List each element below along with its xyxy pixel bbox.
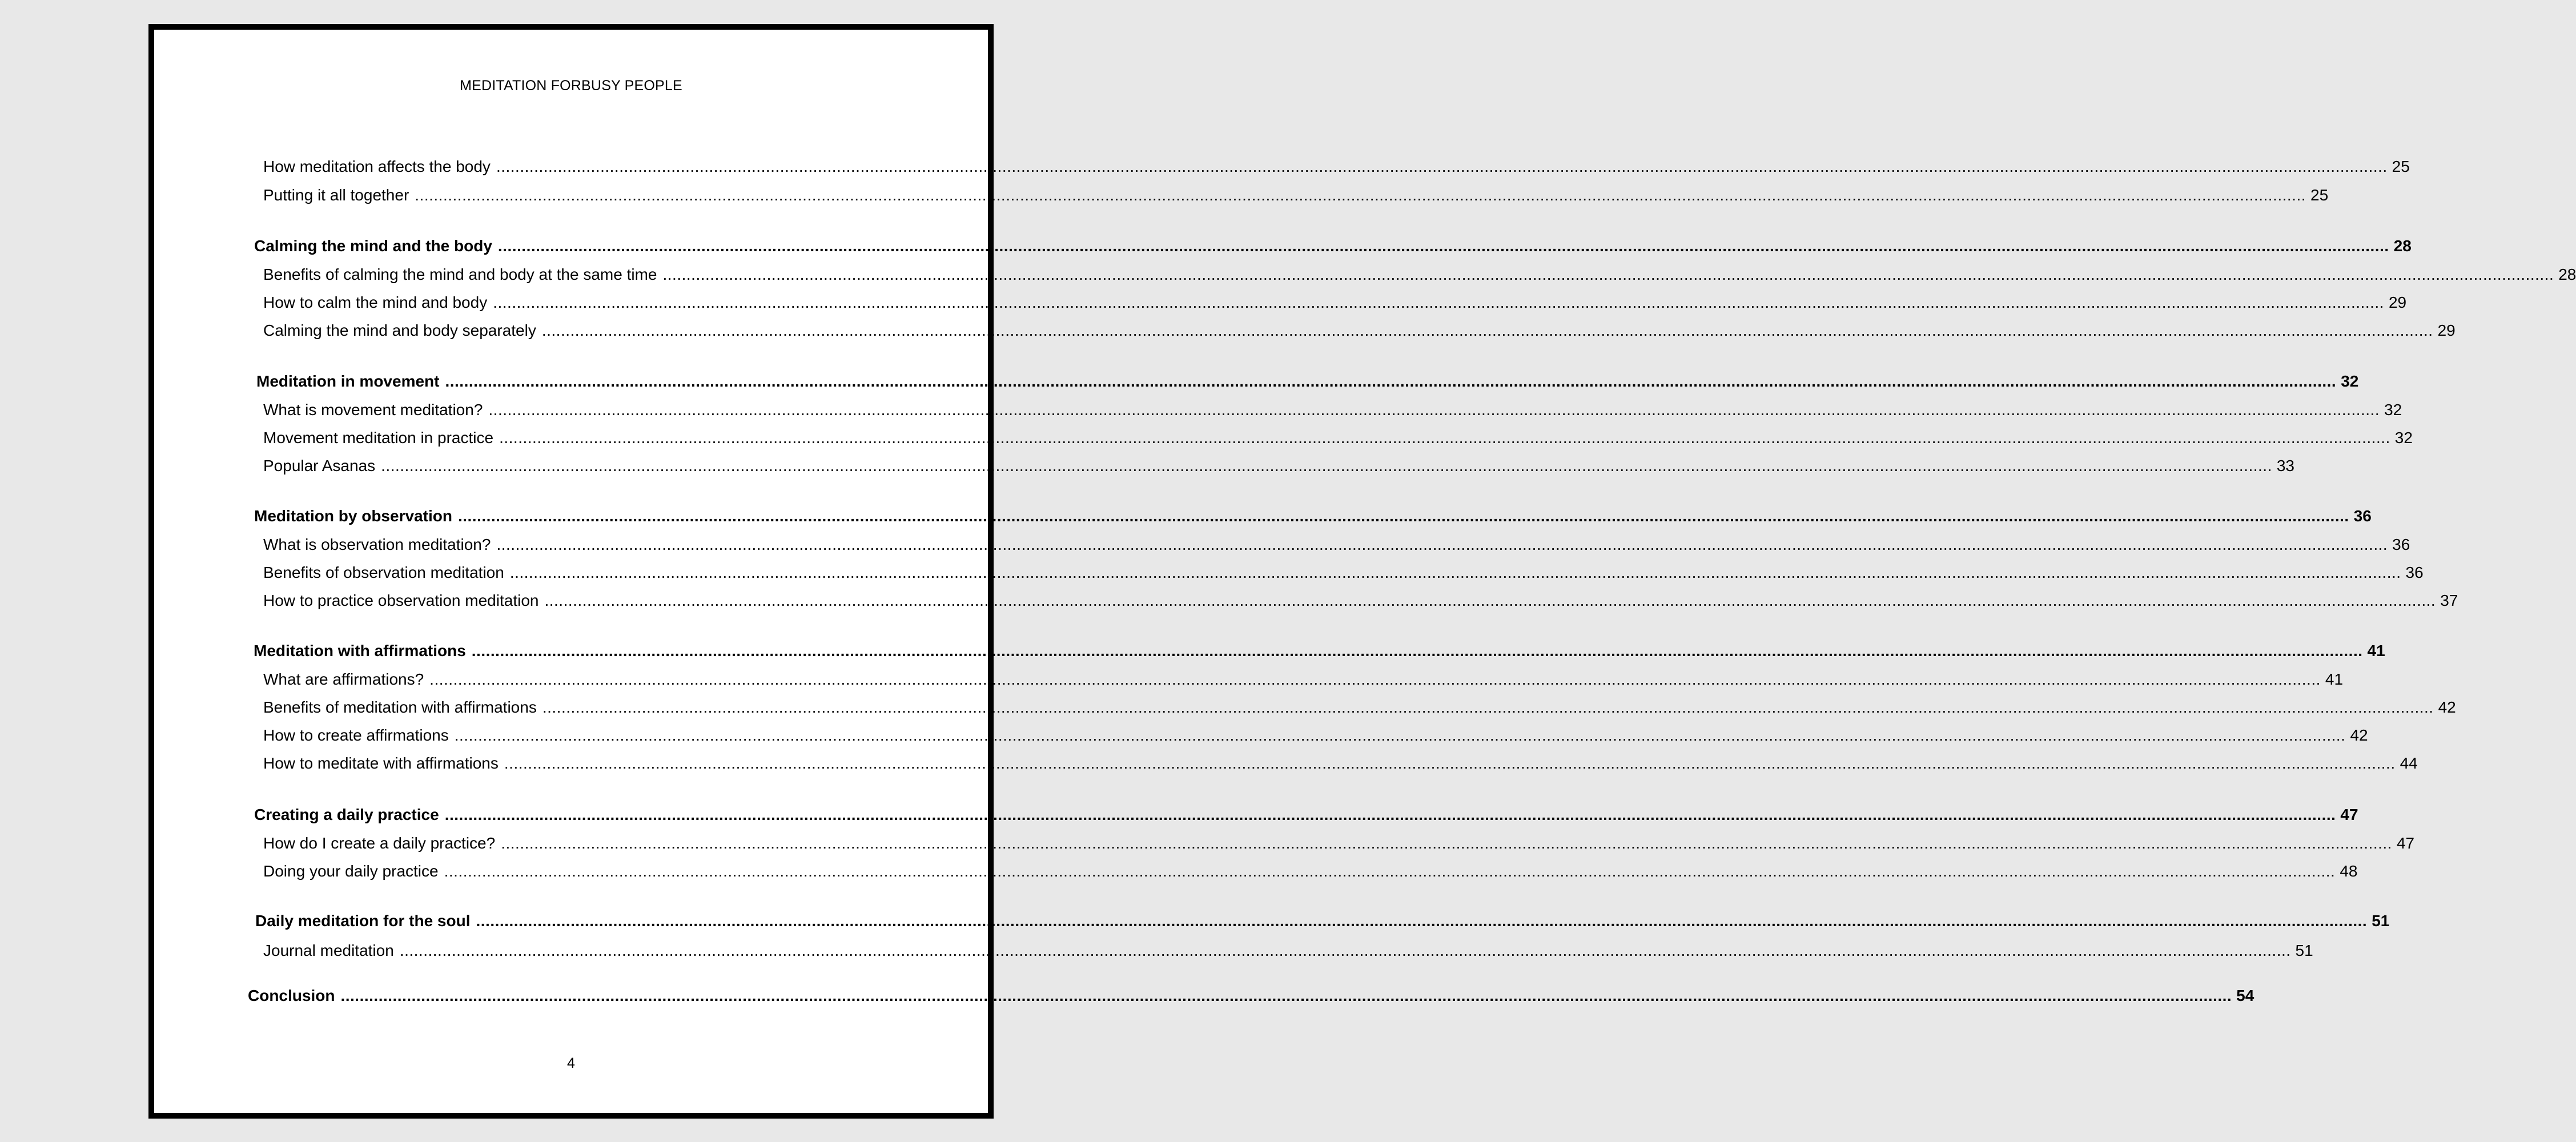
toc-leader-dots: ................................................................................................................................................................................................................................................................................................................................................................................................................	[497, 237, 2389, 255]
toc-entry-title: Calming the mind and the body	[254, 237, 492, 255]
toc-subentry	[263, 697, 2456, 718]
toc-entry-title: Putting it all together	[263, 186, 409, 204]
toc-leader-dots: ................................................................................................................................................................................................................................................................................................................................................................................................................	[499, 429, 2390, 447]
toc-subentry	[263, 292, 2407, 313]
page-number: 4	[567, 1055, 575, 1071]
toc-leader-dots: ................................................................................................................................................................................................................................................................................................................................................................................................................	[471, 642, 2363, 660]
toc-leader-dots: ................................................................................................................................................................................................................................................................................................................................................................................................................	[496, 536, 2388, 553]
toc-entry-title: What are affirmations?	[263, 670, 424, 688]
toc-leader-dots: ................................................................................................................................................................................................................................................................................................................................................................................................................	[544, 592, 2436, 609]
toc-leader-dots: ................................................................................................................................................................................................................................................................................................................................................................................................................	[662, 266, 2554, 283]
toc-entry-page: 37	[2440, 592, 2458, 609]
toc-entry-title: Meditation with affirmations	[254, 642, 466, 660]
toc-entry-title: Journal meditation	[263, 942, 394, 959]
toc-leader-dots: ................................................................................................................................................................................................................................................................................................................................................................................................................	[454, 726, 2346, 744]
toc-entry-page: 48	[2340, 862, 2358, 880]
toc-leader-dots: ................................................................................................................................................................................................................................................................................................................................................................................................................	[399, 942, 2291, 959]
toc-entry-title: Benefits of calming the mind and body at the same time	[263, 266, 657, 283]
toc-entry-title: Creating a daily practice	[254, 806, 439, 823]
toc-entry-page: 29	[2437, 321, 2456, 339]
toc-leader-dots: ................................................................................................................................................................................................................................................................................................................................................................................................................	[381, 457, 2272, 475]
toc-entry-page: 42	[2350, 726, 2368, 744]
toc-entry-page: 29	[2388, 293, 2407, 311]
toc-entry-title: Meditation by observation	[254, 507, 452, 525]
toc-subentry	[263, 185, 2329, 206]
toc-entry-page: 54	[2236, 987, 2254, 1004]
toc-entry-title: Popular Asanas	[263, 457, 376, 475]
toc-subentry	[263, 156, 2410, 177]
toc-subentry	[263, 725, 2368, 746]
toc-entry-title: Benefits of observation meditation	[263, 564, 504, 581]
toc-subentry	[263, 456, 2295, 476]
toc-chapter-entry	[255, 911, 2390, 931]
toc-entry-page: 36	[2353, 507, 2372, 525]
toc-entry-page: 36	[2405, 564, 2424, 581]
toc-entry-title: Movement meditation in practice	[263, 429, 494, 447]
toc-leader-dots: ................................................................................................................................................................................................................................................................................................................................................................................................................	[504, 754, 2396, 772]
toc-entry-title: Meditation in movement	[256, 372, 440, 390]
toc-chapter-entry	[254, 641, 2385, 661]
toc-leader-dots: ................................................................................................................................................................................................................................................................................................................................................................................................................	[429, 670, 2321, 688]
toc-entry-page: 32	[2384, 401, 2402, 419]
running-header: MEDITATION FORBUSY PEOPLE	[460, 78, 682, 94]
toc-subentry	[263, 861, 2358, 882]
toc-leader-dots: ................................................................................................................................................................................................................................................................................................................................................................................................................	[542, 698, 2434, 716]
toc-subentry	[263, 562, 2424, 583]
toc-subentry	[263, 534, 2410, 555]
toc-chapter-entry	[254, 236, 2412, 256]
toc-chapter-entry	[254, 805, 2358, 825]
toc-entry-page: 36	[2392, 536, 2410, 553]
toc-leader-dots: ................................................................................................................................................................................................................................................................................................................................................................................................................	[476, 912, 2368, 930]
toc-leader-dots: ................................................................................................................................................................................................................................................................................................................................................................................................................	[444, 862, 2336, 880]
toc-entry-page: 28	[2558, 266, 2576, 283]
toc-subentry	[263, 400, 2402, 420]
toc-leader-dots: ................................................................................................................................................................................................................................................................................................................................................................................................................	[444, 806, 2336, 823]
toc-leader-dots: ................................................................................................................................................................................................................................................................................................................................................................................................................	[457, 507, 2349, 525]
toc-leader-dots: ................................................................................................................................................................................................................................................................................................................................................................................................................	[340, 987, 2232, 1004]
toc-subentry	[263, 669, 2344, 690]
toc-entry-page: 41	[2325, 670, 2344, 688]
document-page	[148, 24, 2576, 1119]
toc-subentry	[263, 320, 2456, 341]
toc-entry-page: 44	[2400, 754, 2418, 772]
toc-leader-dots: ................................................................................................................................................................................................................................................................................................................................................................................................................	[496, 158, 2388, 175]
toc-leader-dots: ................................................................................................................................................................................................................................................................................................................................................................................................................	[415, 186, 2306, 204]
toc-leader-dots: ................................................................................................................................................................................................................................................................................................................................................................................................................	[493, 293, 2384, 311]
toc-entry-title: Benefits of meditation with affirmations	[263, 698, 537, 716]
toc-chapter-entry	[248, 986, 2254, 1006]
toc-entry-title: What is movement meditation?	[263, 401, 483, 419]
toc-entry-title: How to practice observation meditation	[263, 592, 539, 609]
toc-leader-dots: ................................................................................................................................................................................................................................................................................................................................................................................................................	[488, 401, 2380, 419]
toc-entry-title: How to create affirmations	[263, 726, 449, 744]
toc-entry-page: 42	[2438, 698, 2456, 716]
toc-entry-page: 28	[2393, 237, 2412, 255]
toc-subentry	[263, 590, 2458, 611]
toc-chapter-entry	[256, 371, 2359, 392]
toc-entry-page: 51	[2372, 912, 2390, 930]
toc-leader-dots: ................................................................................................................................................................................................................................................................................................................................................................................................................	[501, 834, 2392, 852]
toc-entry-title: How to meditate with affirmations	[263, 754, 499, 772]
toc-leader-dots: ................................................................................................................................................................................................................................................................................................................................................................................................................	[541, 321, 2433, 339]
toc-entry-page: 47	[2340, 806, 2358, 823]
toc-entry-title: How do I create a daily practice?	[263, 834, 496, 852]
toc-entry-page: 33	[2276, 457, 2295, 475]
toc-entry-page: 25	[2392, 158, 2410, 175]
toc-entry-title: What is observation meditation?	[263, 536, 491, 553]
toc-subentry	[263, 428, 2413, 448]
toc-entry-page: 32	[2341, 372, 2359, 390]
toc-entry-title: How to calm the mind and body	[263, 293, 488, 311]
toc-entry-title: Daily meditation for the soul	[255, 912, 471, 930]
toc-leader-dots: ................................................................................................................................................................................................................................................................................................................................................................................................................	[445, 372, 2337, 390]
toc-leader-dots: ................................................................................................................................................................................................................................................................................................................................................................................................................	[509, 564, 2401, 581]
toc-chapter-entry	[254, 506, 2372, 526]
toc-entry-page: 41	[2367, 642, 2385, 660]
toc-entry-page: 47	[2396, 834, 2415, 852]
toc-entry-page: 32	[2394, 429, 2413, 447]
toc-entry-page: 25	[2310, 186, 2329, 204]
toc-entry-page: 51	[2295, 942, 2313, 959]
toc-subentry	[263, 264, 2576, 285]
toc-entry-title: How meditation affects the body	[263, 158, 491, 175]
toc-subentry	[263, 940, 2313, 961]
toc-entry-title: Calming the mind and body separately	[263, 321, 536, 339]
toc-entry-title: Doing your daily practice	[263, 862, 439, 880]
toc-entry-title: Conclusion	[248, 987, 335, 1004]
toc-subentry	[263, 833, 2415, 854]
toc-subentry	[263, 753, 2418, 774]
